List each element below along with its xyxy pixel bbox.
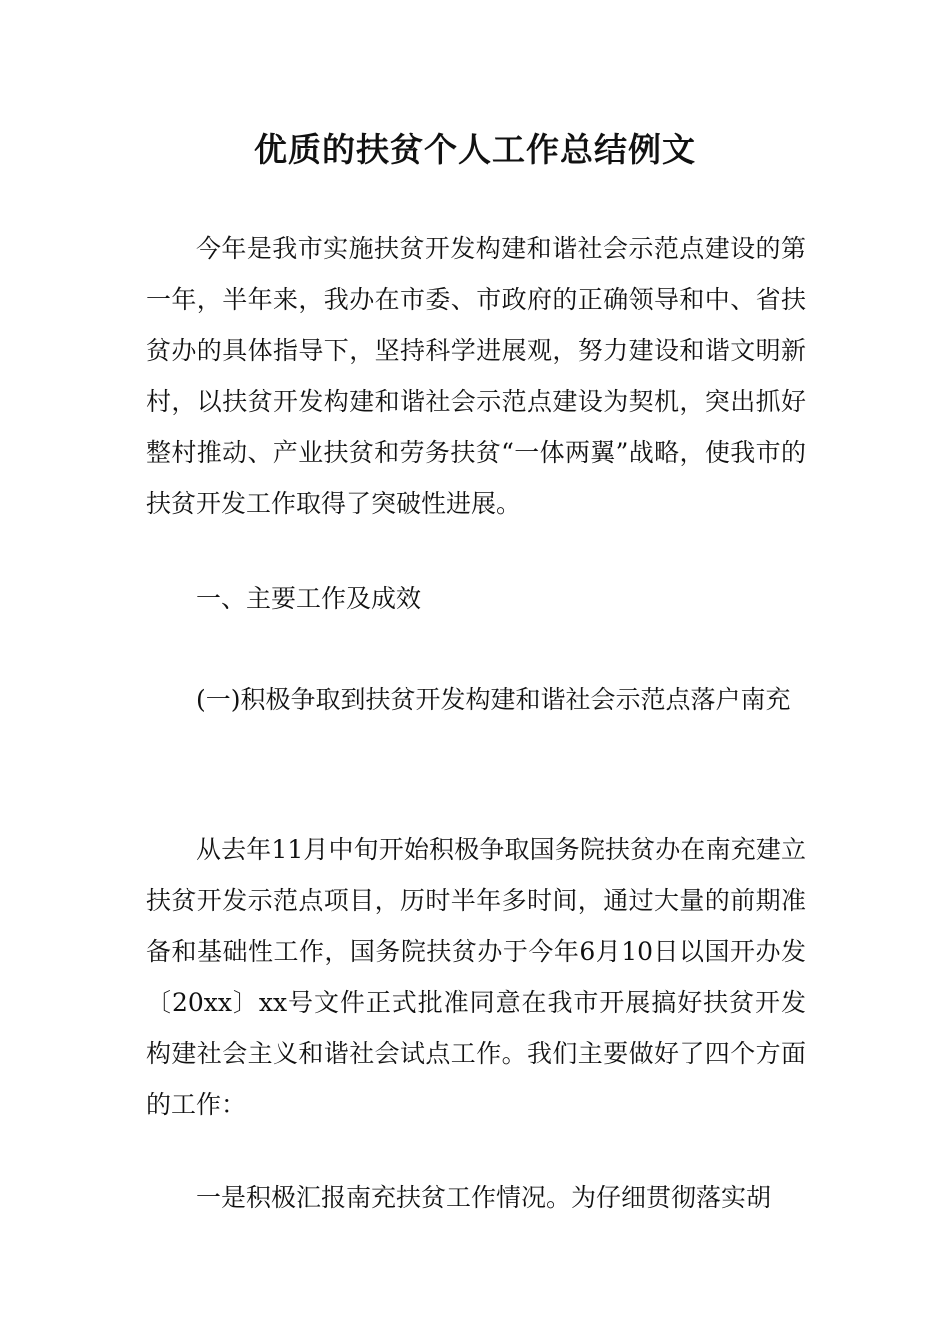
paragraph-body: 从去年11月中旬开始积极争取国务院扶贫办在南充建立扶贫开发示范点项目，历时半年多时间，通过大量的前期准备和基础性工作，国务院扶贫办于今年6月10日以国开办发〔20xx〕xx号文件正式批准同意在我市开展搞好扶贫开发构建社会主义和谐社会试点工作。我们主要做好了四个方面的工作： [146,835,806,1119]
subsection-heading: (一)积极争取到扶贫开发构建和谐社会示范点落户南充 [196,685,791,714]
section-heading: 一、主要工作及成效 [196,584,422,613]
paragraph-point-one: 一是积极汇报南充扶贫工作情况。为仔细贯彻落实胡 [196,1183,772,1212]
document-title: 优质的扶贫个人工作总结例文 [254,130,696,169]
paragraph-intro: 今年是我市实施扶贫开发构建和谐社会示范点建设的第一年，半年来，我办在市委、市政府的正确领导和中、省扶贫办的具体指导下，坚持科学进展观，努力建设和谐文明新村，以扶贫开发构建和谐社会示范点建设为契机，突出抓好整村推动、产业扶贫和劳务扶贫“一体两翼”战略，使我市的扶贫开发工作取得了突破性进展。 [146,234,806,518]
